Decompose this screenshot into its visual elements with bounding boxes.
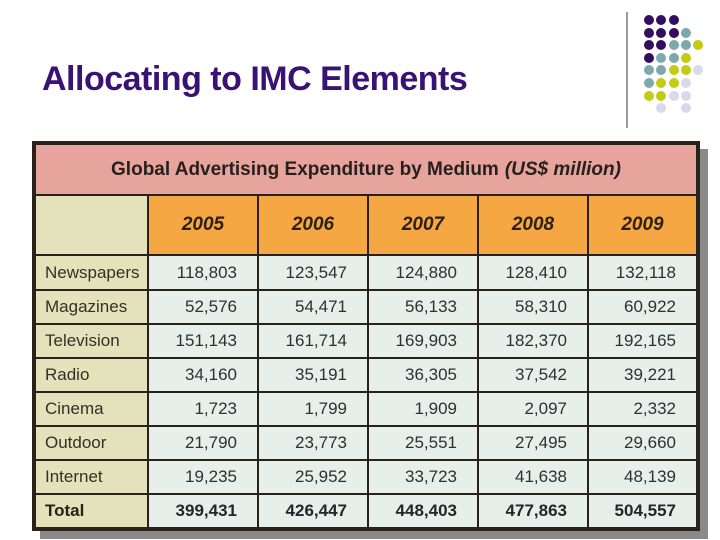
value-cell: 60,922	[588, 290, 697, 324]
value-cell: 52,576	[148, 290, 258, 324]
value-cell: 29,660	[588, 426, 697, 460]
table-row	[35, 290, 697, 324]
value-cell: 54,471	[258, 290, 368, 324]
value-cell: 37,542	[478, 358, 588, 392]
decorative-dot	[681, 53, 691, 63]
row-label-cell: Radio	[35, 358, 148, 392]
value-cell: 132,118	[588, 255, 697, 289]
decorative-vertical-line	[626, 12, 628, 128]
value-cell: 118,803	[148, 255, 258, 289]
decorative-dot	[681, 103, 691, 113]
table-row	[35, 255, 697, 289]
value-cell: 426,447	[258, 494, 368, 528]
value-cell: 2,097	[478, 392, 588, 426]
value-cell: 123,547	[258, 255, 368, 289]
decorative-dot	[644, 78, 654, 88]
value-cell: 33,723	[368, 460, 478, 494]
decorative-dot	[656, 28, 666, 38]
decorative-dot	[656, 103, 666, 113]
decorative-dot	[656, 78, 666, 88]
table-row	[35, 358, 697, 392]
decorative-dot	[656, 53, 666, 63]
value-cell: 25,952	[258, 460, 368, 494]
value-cell: 2,332	[588, 392, 697, 426]
table-row	[35, 460, 697, 494]
decorative-dot	[644, 40, 654, 50]
decorative-dot	[681, 40, 691, 50]
table-row	[35, 494, 697, 528]
decorative-dot	[656, 65, 666, 75]
decorative-dot	[644, 28, 654, 38]
value-cell: 27,495	[478, 426, 588, 460]
decorative-dot	[681, 78, 691, 88]
table-caption-note: (US$ million)	[504, 158, 621, 180]
row-label-cell: Magazines	[35, 290, 148, 324]
table-row	[35, 324, 697, 358]
value-cell: 1,799	[258, 392, 368, 426]
year-header-row	[35, 195, 697, 255]
table-caption-row	[35, 144, 697, 195]
decorative-dot	[669, 40, 679, 50]
value-cell: 19,235	[148, 460, 258, 494]
decorative-dot	[656, 40, 666, 50]
row-label-cell: Total	[35, 494, 148, 528]
table-row	[35, 426, 697, 460]
decorative-dot	[669, 28, 679, 38]
decorative-dot	[681, 65, 691, 75]
value-cell: 1,723	[148, 392, 258, 426]
decorative-dot	[669, 78, 679, 88]
value-cell: 21,790	[148, 426, 258, 460]
decorative-dot	[669, 65, 679, 75]
value-cell: 169,903	[368, 324, 478, 358]
row-label-cell: Television	[35, 324, 148, 358]
decorative-dot	[681, 91, 691, 101]
decorative-dot	[693, 40, 703, 50]
decorative-dot	[669, 53, 679, 63]
value-cell: 161,714	[258, 324, 368, 358]
decorative-dot	[669, 15, 679, 25]
value-cell: 36,305	[368, 358, 478, 392]
year-header-2008: 2008	[478, 195, 588, 255]
value-cell: 34,160	[148, 358, 258, 392]
value-cell: 35,191	[258, 358, 368, 392]
decorative-dot	[644, 15, 654, 25]
decorative-dot	[644, 91, 654, 101]
decorative-dot	[681, 28, 691, 38]
value-cell: 151,143	[148, 324, 258, 358]
year-header-2005: 2005	[148, 195, 258, 255]
decorative-dot	[693, 65, 703, 75]
value-cell: 23,773	[258, 426, 368, 460]
value-cell: 56,133	[368, 290, 478, 324]
value-cell: 448,403	[368, 494, 478, 528]
value-cell: 124,880	[368, 255, 478, 289]
data-table	[34, 143, 698, 529]
decorative-dot	[644, 53, 654, 63]
row-label-cell: Internet	[35, 460, 148, 494]
value-cell: 128,410	[478, 255, 588, 289]
slide-title: Allocating to IMC Elements	[42, 60, 468, 98]
year-header-2006: 2006	[258, 195, 368, 255]
expenditure-table	[32, 141, 700, 531]
value-cell: 1,909	[368, 392, 478, 426]
value-cell: 504,557	[588, 494, 697, 528]
decorative-dot	[656, 91, 666, 101]
decorative-dot	[644, 65, 654, 75]
decorative-dot	[656, 15, 666, 25]
value-cell: 39,221	[588, 358, 697, 392]
row-label-cell: Newspapers	[35, 255, 148, 289]
row-label-cell: Outdoor	[35, 426, 148, 460]
value-cell: 399,431	[148, 494, 258, 528]
value-cell: 25,551	[368, 426, 478, 460]
year-header-2009: 2009	[588, 195, 697, 255]
row-label-cell: Cinema	[35, 392, 148, 426]
year-header-2007: 2007	[368, 195, 478, 255]
corner-empty-cell	[35, 195, 148, 255]
table-caption-cell	[35, 144, 697, 195]
value-cell: 182,370	[478, 324, 588, 358]
value-cell: 192,165	[588, 324, 697, 358]
value-cell: 48,139	[588, 460, 697, 494]
value-cell: 477,863	[478, 494, 588, 528]
table-caption-text: Global Advertising Expenditure by Medium	[111, 158, 499, 180]
value-cell: 58,310	[478, 290, 588, 324]
decorative-dot	[669, 91, 679, 101]
table-row	[35, 392, 697, 426]
value-cell: 41,638	[478, 460, 588, 494]
